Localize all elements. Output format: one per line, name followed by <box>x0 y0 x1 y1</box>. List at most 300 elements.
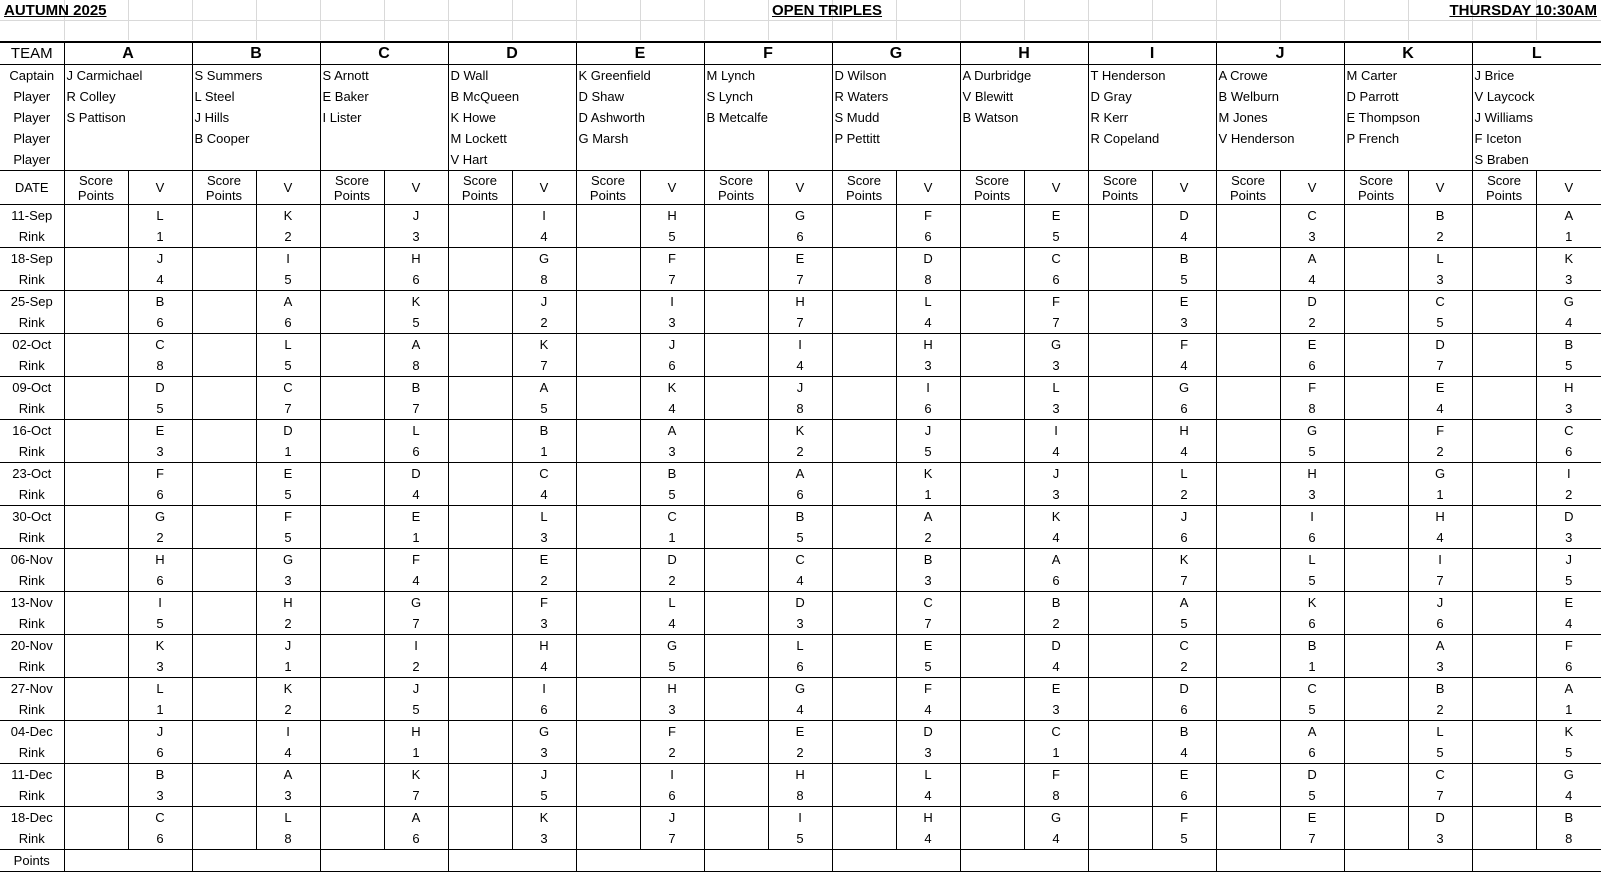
points-cell[interactable] <box>576 226 640 248</box>
team-header-b[interactable]: B <box>192 42 320 65</box>
rink-number-cell[interactable]: 2 <box>768 441 832 463</box>
team-header-j[interactable]: J <box>1216 42 1344 65</box>
opponent-cell[interactable]: H <box>128 549 192 571</box>
score-cell[interactable] <box>1344 377 1408 399</box>
points-cell[interactable] <box>448 398 512 420</box>
opponent-cell[interactable]: G <box>512 248 576 270</box>
opponent-cell[interactable]: F <box>1152 334 1216 356</box>
versus-header[interactable]: V <box>640 171 704 205</box>
score-cell[interactable] <box>576 291 640 313</box>
points-cell[interactable] <box>960 269 1024 291</box>
points-cell[interactable] <box>1216 527 1280 549</box>
opponent-cell[interactable]: K <box>128 635 192 657</box>
score-cell[interactable] <box>704 764 768 786</box>
score-cell[interactable] <box>1472 334 1536 356</box>
score-points-header[interactable] <box>192 171 256 205</box>
player-cell[interactable]: P Pettitt <box>832 128 960 149</box>
rink-number-cell[interactable]: 5 <box>1024 226 1088 248</box>
opponent-cell[interactable]: H <box>768 764 832 786</box>
points-cell[interactable] <box>448 656 512 678</box>
points-cell[interactable] <box>192 484 256 506</box>
score-cell[interactable] <box>1344 721 1408 743</box>
score-cell[interactable] <box>320 549 384 571</box>
points-cell[interactable] <box>1472 828 1536 850</box>
fixture-date[interactable]: 13-Nov <box>0 592 64 614</box>
opponent-cell[interactable]: J <box>384 678 448 700</box>
opponent-cell[interactable]: K <box>1564 251 1574 266</box>
score-cell[interactable] <box>320 592 384 614</box>
score-cell[interactable] <box>704 248 768 270</box>
score-cell[interactable] <box>320 635 384 657</box>
opponent-cell[interactable]: B <box>128 291 192 313</box>
fixture-date[interactable]: 11-Dec <box>0 764 64 786</box>
score-cell[interactable] <box>1088 463 1152 485</box>
player-cell[interactable]: B McQueen <box>448 86 576 107</box>
score-cell[interactable] <box>448 678 512 700</box>
points-cell[interactable] <box>1088 785 1152 807</box>
rink-number-cell[interactable]: 4 <box>896 785 960 807</box>
score-cell[interactable] <box>832 721 896 743</box>
points-cell[interactable] <box>704 656 768 678</box>
versus-header[interactable]: V <box>384 171 448 205</box>
opponent-cell[interactable]: A <box>1564 208 1574 223</box>
rink-number-cell[interactable]: 1 <box>1024 742 1088 764</box>
player-cell[interactable]: T Henderson <box>1088 65 1216 87</box>
score-cell[interactable] <box>64 205 128 227</box>
opponent-cell[interactable]: L <box>896 291 960 313</box>
points-cell[interactable] <box>704 785 768 807</box>
opponent-cell[interactable]: D <box>1152 205 1216 227</box>
rink-number-cell[interactable]: 6 <box>640 355 704 377</box>
rink-number-cell[interactable]: 6 <box>1024 269 1088 291</box>
points-cell[interactable] <box>832 269 896 291</box>
score-cell[interactable] <box>448 721 512 743</box>
rink-number-cell[interactable]: 3 <box>512 613 576 635</box>
opponent-cell[interactable]: E <box>128 420 192 442</box>
score-points-header[interactable] <box>1088 171 1152 205</box>
rink-number-cell[interactable]: 5 <box>256 269 320 291</box>
player-cell[interactable]: D Shaw <box>576 86 704 107</box>
player-cell[interactable]: J Carmichael <box>64 65 192 87</box>
opponent-cell[interactable]: D <box>1408 807 1472 829</box>
rink-number-cell[interactable]: 4 <box>1280 269 1344 291</box>
player-cell[interactable]: B Watson <box>960 107 1088 128</box>
points-cell[interactable] <box>448 613 512 635</box>
rink-number-cell[interactable]: 4 <box>640 613 704 635</box>
score-cell[interactable] <box>1088 635 1152 657</box>
score-cell[interactable] <box>1344 463 1408 485</box>
opponent-cell[interactable]: I <box>768 334 832 356</box>
opponent-cell[interactable]: E <box>1152 764 1216 786</box>
points-cell[interactable] <box>192 613 256 635</box>
rink-number-cell[interactable]: 3 <box>1408 656 1472 678</box>
score-cell[interactable] <box>1088 248 1152 270</box>
rink-number-cell[interactable]: 5 <box>384 699 448 721</box>
rink-number-cell[interactable]: 1 <box>256 656 320 678</box>
versus-header[interactable]: V <box>1152 171 1216 205</box>
opponent-cell[interactable]: E <box>384 506 448 528</box>
role-label[interactable]: Player <box>0 128 64 149</box>
rink-number-cell[interactable]: 7 <box>640 828 704 850</box>
points-cell[interactable] <box>960 484 1024 506</box>
player-cell[interactable]: V Laycock <box>1474 89 1535 104</box>
points-cell[interactable] <box>832 355 896 377</box>
versus-header[interactable]: V <box>256 171 320 205</box>
points-cell[interactable] <box>1344 699 1408 721</box>
versus-header[interactable]: V <box>128 171 192 205</box>
score-cell[interactable] <box>64 420 128 442</box>
opponent-cell[interactable]: G <box>384 592 448 614</box>
score-cell[interactable] <box>704 463 768 485</box>
score-cell[interactable] <box>704 420 768 442</box>
opponent-cell[interactable]: E <box>1408 377 1472 399</box>
player-cell[interactable] <box>192 149 320 171</box>
opponent-cell[interactable]: I <box>640 764 704 786</box>
rink-number-cell[interactable]: 5 <box>512 398 576 420</box>
points-cell[interactable] <box>1216 441 1280 463</box>
score-cell[interactable] <box>1216 678 1280 700</box>
rink-number-cell[interactable]: 7 <box>384 613 448 635</box>
points-cell[interactable] <box>192 398 256 420</box>
rink-number-cell[interactable]: 6 <box>1280 527 1344 549</box>
score-cell[interactable] <box>704 592 768 614</box>
rink-number-cell[interactable]: 6 <box>384 828 448 850</box>
rink-number-cell[interactable]: 4 <box>1408 527 1472 549</box>
score-cell[interactable] <box>960 549 1024 571</box>
team-header-d[interactable]: D <box>448 42 576 65</box>
opponent-cell[interactable]: E <box>1564 595 1574 610</box>
rink-number-cell[interactable]: 2 <box>1408 699 1472 721</box>
score-cell[interactable] <box>1472 291 1536 313</box>
score-cell[interactable] <box>1472 678 1536 700</box>
opponent-cell[interactable]: A <box>512 377 576 399</box>
rink-number-cell[interactable]: 3 <box>128 656 192 678</box>
score-cell[interactable] <box>320 377 384 399</box>
score-cell[interactable] <box>704 807 768 829</box>
score-cell[interactable] <box>832 463 896 485</box>
rink-number-cell[interactable]: 3 <box>1280 484 1344 506</box>
score-cell[interactable] <box>1472 463 1536 485</box>
score-cell[interactable] <box>1344 592 1408 614</box>
opponent-cell[interactable]: D <box>256 420 320 442</box>
versus-header[interactable]: V <box>768 171 832 205</box>
opponent-cell[interactable]: I <box>1566 466 1571 481</box>
opponent-cell[interactable]: L <box>1280 549 1344 571</box>
score-cell[interactable] <box>1472 377 1536 399</box>
opponent-cell[interactable]: D <box>1280 764 1344 786</box>
rink-number-cell[interactable]: 6 <box>768 226 832 248</box>
points-cell[interactable] <box>1472 312 1536 334</box>
rink-number-cell[interactable]: 6 <box>512 699 576 721</box>
score-cell[interactable] <box>1216 721 1280 743</box>
opponent-cell[interactable]: F <box>1408 420 1472 442</box>
score-points-header[interactable] <box>1216 171 1280 205</box>
opponent-cell[interactable]: J <box>1408 592 1472 614</box>
rink-number-cell[interactable]: 6 <box>1280 742 1344 764</box>
opponent-cell[interactable]: H <box>640 678 704 700</box>
opponent-cell[interactable]: I <box>256 721 320 743</box>
rink-number-cell[interactable]: 3 <box>768 613 832 635</box>
rink-number-cell[interactable]: 2 <box>256 613 320 635</box>
score-cell[interactable] <box>1344 506 1408 528</box>
rink-number-cell[interactable]: 3 <box>1280 226 1344 248</box>
score-cell[interactable] <box>448 549 512 571</box>
role-label[interactable]: Player <box>0 149 64 171</box>
rink-number-cell[interactable]: 3 <box>128 441 192 463</box>
rink-number-cell[interactable]: 3 <box>1536 269 1601 291</box>
score-cell[interactable] <box>1472 248 1536 270</box>
rink-number-cell[interactable]: 1 <box>384 742 448 764</box>
opponent-cell[interactable]: L <box>256 807 320 829</box>
role-label[interactable]: Player <box>0 86 64 107</box>
score-cell[interactable] <box>64 463 128 485</box>
rink-number-cell[interactable]: 3 <box>1024 355 1088 377</box>
points-total-cell[interactable] <box>1344 850 1472 872</box>
score-cell[interactable] <box>960 463 1024 485</box>
opponent-cell[interactable]: F <box>256 506 320 528</box>
score-cell[interactable] <box>832 807 896 829</box>
score-cell[interactable] <box>320 678 384 700</box>
rink-number-cell[interactable]: 3 <box>640 441 704 463</box>
opponent-cell[interactable]: I <box>640 291 704 313</box>
rink-number-cell[interactable]: 3 <box>384 226 448 248</box>
points-cell[interactable] <box>832 742 896 764</box>
score-cell[interactable] <box>1216 635 1280 657</box>
score-cell[interactable] <box>448 635 512 657</box>
opponent-cell[interactable]: B <box>1152 248 1216 270</box>
points-total-cell[interactable] <box>320 850 448 872</box>
score-cell[interactable] <box>448 764 512 786</box>
team-label-cell[interactable]: TEAM <box>0 42 64 65</box>
opponent-cell[interactable]: I <box>768 807 832 829</box>
player-cell[interactable]: B Cooper <box>192 128 320 149</box>
points-cell[interactable] <box>832 613 896 635</box>
score-cell[interactable] <box>832 420 896 442</box>
points-cell[interactable] <box>448 484 512 506</box>
score-cell[interactable] <box>320 248 384 270</box>
points-cell[interactable] <box>1088 441 1152 463</box>
points-cell[interactable] <box>704 398 768 420</box>
points-cell[interactable] <box>960 527 1024 549</box>
rink-label[interactable]: Rink <box>0 398 64 420</box>
score-cell[interactable] <box>704 291 768 313</box>
points-cell[interactable] <box>320 828 384 850</box>
opponent-cell[interactable]: E <box>768 721 832 743</box>
opponent-cell[interactable]: C <box>1280 678 1344 700</box>
opponent-cell[interactable]: F <box>896 205 960 227</box>
rink-number-cell[interactable]: 5 <box>128 398 192 420</box>
points-cell[interactable] <box>960 785 1024 807</box>
score-cell[interactable] <box>960 248 1024 270</box>
fixture-date[interactable]: 02-Oct <box>0 334 64 356</box>
score-cell[interactable] <box>1088 291 1152 313</box>
points-cell[interactable] <box>832 484 896 506</box>
score-cell[interactable] <box>576 807 640 829</box>
opponent-cell[interactable]: D <box>896 248 960 270</box>
rink-number-cell[interactable]: 5 <box>1280 441 1344 463</box>
rink-number-cell[interactable]: 5 <box>640 656 704 678</box>
opponent-cell[interactable]: D <box>768 592 832 614</box>
player-cell[interactable]: P French <box>1344 128 1472 149</box>
team-header-g[interactable]: G <box>832 42 960 65</box>
points-cell[interactable] <box>960 828 1024 850</box>
team-header-a[interactable]: A <box>64 42 192 65</box>
rink-label[interactable]: Rink <box>0 527 64 549</box>
rink-number-cell[interactable]: 8 <box>1536 828 1601 850</box>
points-cell[interactable] <box>1344 527 1408 549</box>
score-cell[interactable] <box>960 807 1024 829</box>
score-cell[interactable] <box>704 377 768 399</box>
points-cell[interactable] <box>832 441 896 463</box>
points-cell[interactable] <box>192 742 256 764</box>
points-cell[interactable] <box>320 484 384 506</box>
role-label[interactable]: Captain <box>0 65 64 87</box>
opponent-cell[interactable]: A <box>1152 592 1216 614</box>
fixture-date[interactable]: 20-Nov <box>0 635 64 657</box>
opponent-cell[interactable]: K <box>640 377 704 399</box>
score-cell[interactable] <box>1088 721 1152 743</box>
points-cell[interactable] <box>192 269 256 291</box>
score-cell[interactable] <box>1216 463 1280 485</box>
points-cell[interactable] <box>1088 312 1152 334</box>
score-cell[interactable] <box>448 506 512 528</box>
points-cell[interactable] <box>1088 570 1152 592</box>
rink-number-cell[interactable]: 8 <box>768 398 832 420</box>
rink-number-cell[interactable]: 2 <box>640 570 704 592</box>
opponent-cell[interactable]: L <box>512 506 576 528</box>
points-cell[interactable] <box>1344 656 1408 678</box>
points-cell[interactable] <box>704 441 768 463</box>
player-cell[interactable]: S Lynch <box>704 86 832 107</box>
player-cell[interactable]: R Waters <box>832 86 960 107</box>
points-cell[interactable] <box>1472 355 1536 377</box>
rink-number-cell[interactable]: 2 <box>128 527 192 549</box>
fixture-date[interactable]: 30-Oct <box>0 506 64 528</box>
rink-number-cell[interactable]: 4 <box>768 699 832 721</box>
points-total-label[interactable]: Points <box>0 850 64 872</box>
points-cell[interactable] <box>576 656 640 678</box>
rink-number-cell[interactable]: 5 <box>1152 613 1216 635</box>
points-cell[interactable] <box>832 699 896 721</box>
points-cell[interactable] <box>320 226 384 248</box>
opponent-cell[interactable]: K <box>896 463 960 485</box>
opponent-cell[interactable]: I <box>256 248 320 270</box>
rink-number-cell[interactable]: 5 <box>128 613 192 635</box>
rink-number-cell[interactable]: 2 <box>1280 312 1344 334</box>
opponent-cell[interactable]: K <box>384 764 448 786</box>
team-header-h[interactable]: H <box>960 42 1088 65</box>
score-cell[interactable] <box>1216 334 1280 356</box>
points-cell[interactable] <box>64 441 128 463</box>
points-cell[interactable] <box>1088 269 1152 291</box>
player-cell[interactable] <box>1344 149 1472 171</box>
points-cell[interactable] <box>576 527 640 549</box>
points-cell[interactable] <box>320 570 384 592</box>
rink-number-cell[interactable]: 4 <box>1024 441 1088 463</box>
points-cell[interactable] <box>1216 828 1280 850</box>
points-cell[interactable] <box>832 312 896 334</box>
score-points-header[interactable] <box>704 171 768 205</box>
opponent-cell[interactable]: B <box>768 506 832 528</box>
rink-number-cell[interactable]: 7 <box>1280 828 1344 850</box>
points-total-cell[interactable] <box>832 850 960 872</box>
score-cell[interactable] <box>576 635 640 657</box>
score-cell[interactable] <box>576 463 640 485</box>
team-header-c[interactable]: C <box>320 42 448 65</box>
points-cell[interactable] <box>1472 742 1536 764</box>
fixture-date[interactable]: 18-Sep <box>0 248 64 270</box>
points-cell[interactable] <box>576 269 640 291</box>
rink-number-cell[interactable]: 7 <box>1408 355 1472 377</box>
score-cell[interactable] <box>192 248 256 270</box>
points-cell[interactable] <box>960 742 1024 764</box>
points-total-cell[interactable] <box>64 850 192 872</box>
opponent-cell[interactable]: G <box>768 678 832 700</box>
fixture-date[interactable]: 16-Oct <box>0 420 64 442</box>
opponent-cell[interactable]: K <box>256 205 320 227</box>
player-cell[interactable]: B Metcalfe <box>704 107 832 128</box>
opponent-cell[interactable]: C <box>896 592 960 614</box>
opponent-cell[interactable]: H <box>512 635 576 657</box>
points-cell[interactable] <box>448 269 512 291</box>
points-cell[interactable] <box>64 742 128 764</box>
opponent-cell[interactable]: J <box>512 291 576 313</box>
rink-number-cell[interactable]: 4 <box>512 226 576 248</box>
rink-number-cell[interactable]: 3 <box>1024 398 1088 420</box>
opponent-cell[interactable]: A <box>384 807 448 829</box>
opponent-cell[interactable]: B <box>896 549 960 571</box>
score-cell[interactable] <box>960 420 1024 442</box>
rink-number-cell[interactable]: 2 <box>1152 484 1216 506</box>
opponent-cell[interactable]: G <box>1024 807 1088 829</box>
opponent-cell[interactable]: E <box>1280 334 1344 356</box>
points-total-cell[interactable] <box>960 850 1088 872</box>
points-cell[interactable] <box>1216 398 1280 420</box>
opponent-cell[interactable]: I <box>1408 549 1472 571</box>
score-cell[interactable] <box>1088 377 1152 399</box>
points-cell[interactable] <box>1472 656 1536 678</box>
rink-number-cell[interactable]: 3 <box>1408 828 1472 850</box>
versus-header[interactable]: V <box>1024 171 1088 205</box>
opponent-cell[interactable]: L <box>1408 721 1472 743</box>
rink-number-cell[interactable]: 7 <box>384 785 448 807</box>
points-cell[interactable] <box>64 699 128 721</box>
points-cell[interactable] <box>1088 828 1152 850</box>
rink-number-cell[interactable]: 1 <box>1536 226 1601 248</box>
player-cell[interactable]: J Hills <box>192 107 320 128</box>
rink-number-cell[interactable]: 2 <box>1408 441 1472 463</box>
score-cell[interactable] <box>448 248 512 270</box>
rink-number-cell[interactable]: 6 <box>1152 527 1216 549</box>
opponent-cell[interactable]: J <box>896 420 960 442</box>
score-cell[interactable] <box>704 334 768 356</box>
opponent-cell[interactable]: B <box>1024 592 1088 614</box>
opponent-cell[interactable]: L <box>640 592 704 614</box>
points-cell[interactable] <box>320 785 384 807</box>
score-cell[interactable] <box>1344 420 1408 442</box>
opponent-cell[interactable]: F <box>1024 291 1088 313</box>
points-cell[interactable] <box>960 570 1024 592</box>
points-cell[interactable] <box>1344 613 1408 635</box>
points-cell[interactable] <box>448 699 512 721</box>
opponent-cell[interactable]: B <box>1564 810 1574 825</box>
score-cell[interactable] <box>576 334 640 356</box>
score-points-header[interactable] <box>576 171 640 205</box>
rink-number-cell[interactable]: 3 <box>256 570 320 592</box>
score-cell[interactable] <box>1344 291 1408 313</box>
points-cell[interactable] <box>704 613 768 635</box>
points-cell[interactable] <box>448 226 512 248</box>
